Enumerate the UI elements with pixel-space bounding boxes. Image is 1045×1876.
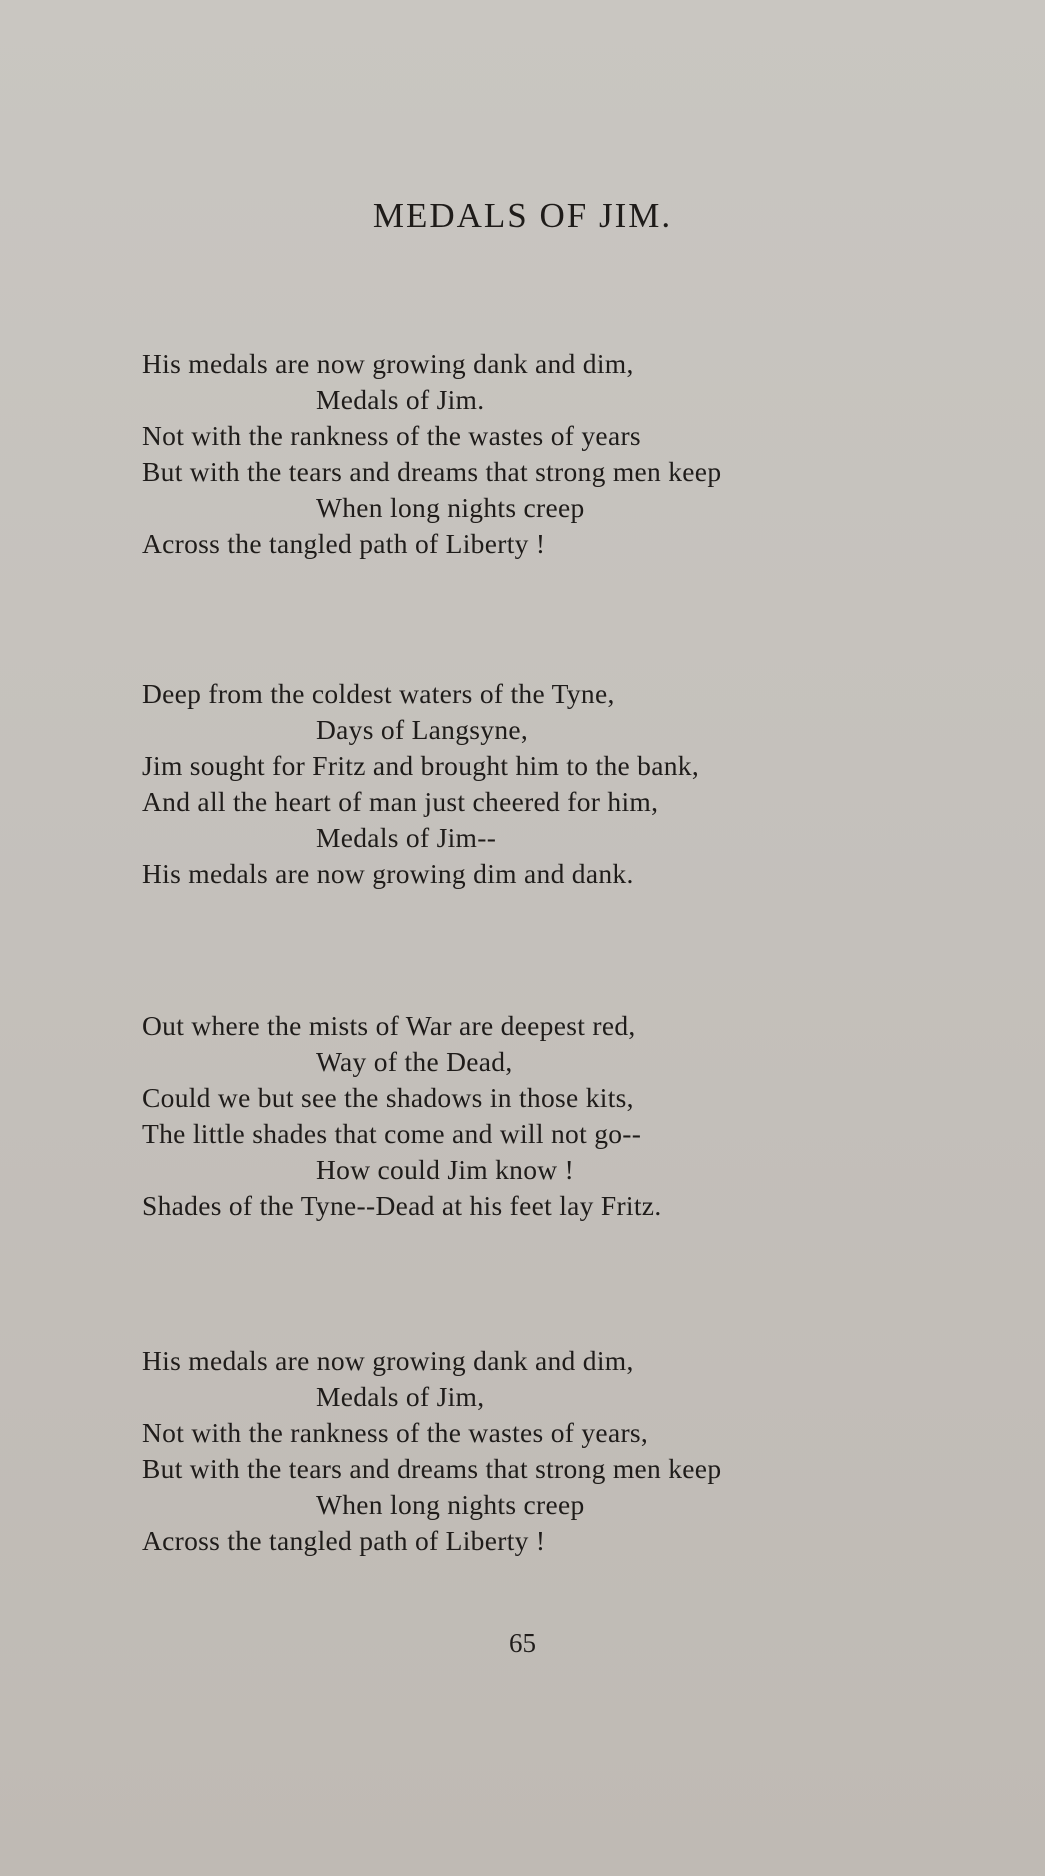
poem-line: Deep from the coldest waters of the Tyne,	[142, 678, 615, 709]
poem-line-refrain: Medals of Jim--	[316, 822, 497, 853]
stanza-3	[142, 1008, 1002, 1224]
poem-line-refrain: Way of the Dead,	[316, 1046, 513, 1077]
poem-line: And all the heart of man just cheered for him,	[142, 786, 659, 817]
poem-line-refrain: Days of Langsyne,	[316, 714, 529, 745]
poem-line: Not with the rankness of the wastes of years,	[142, 1417, 649, 1448]
stanza-2	[142, 676, 1002, 892]
poem-line: His medals are now growing dim and dank.	[142, 858, 634, 889]
stanza-1	[142, 346, 1002, 562]
poem-line: Could we but see the shadows in those kits,	[142, 1082, 634, 1113]
poem-line-refrain: Medals of Jim.	[316, 384, 485, 415]
page-number: 65	[509, 1628, 536, 1658]
poem-title: MEDALS OF JIM.	[372, 196, 673, 235]
poem-line: Jim sought for Fritz and brought him to the bank,	[142, 750, 700, 781]
poem-line-refrain: Medals of Jim,	[316, 1381, 485, 1412]
poem-line: The little shades that come and will not go--	[142, 1118, 642, 1149]
poem-line: Out where the mists of War are deepest red,	[142, 1010, 636, 1041]
poem-line: His medals are now growing dank and dim,	[142, 1345, 634, 1376]
poem-line: Across the tangled path of Liberty !	[142, 1525, 546, 1556]
poem-line-refrain: When long nights creep	[316, 1489, 585, 1520]
poem-line: His medals are now growing dank and dim,	[142, 348, 634, 379]
stanza-4	[142, 1343, 1002, 1559]
poem-line: Across the tangled path of Liberty !	[142, 528, 546, 559]
poem-line: Shades of the Tyne--Dead at his feet lay Fritz.	[142, 1190, 662, 1221]
poem-line: Not with the rankness of the wastes of years	[142, 420, 641, 451]
poem-line: But with the tears and dreams that strong men keep	[142, 456, 722, 487]
poem-line-refrain: When long nights creep	[316, 492, 585, 523]
poem-line-refrain: How could Jim know !	[316, 1154, 575, 1185]
poem-line: But with the tears and dreams that strong men keep	[142, 1453, 722, 1484]
